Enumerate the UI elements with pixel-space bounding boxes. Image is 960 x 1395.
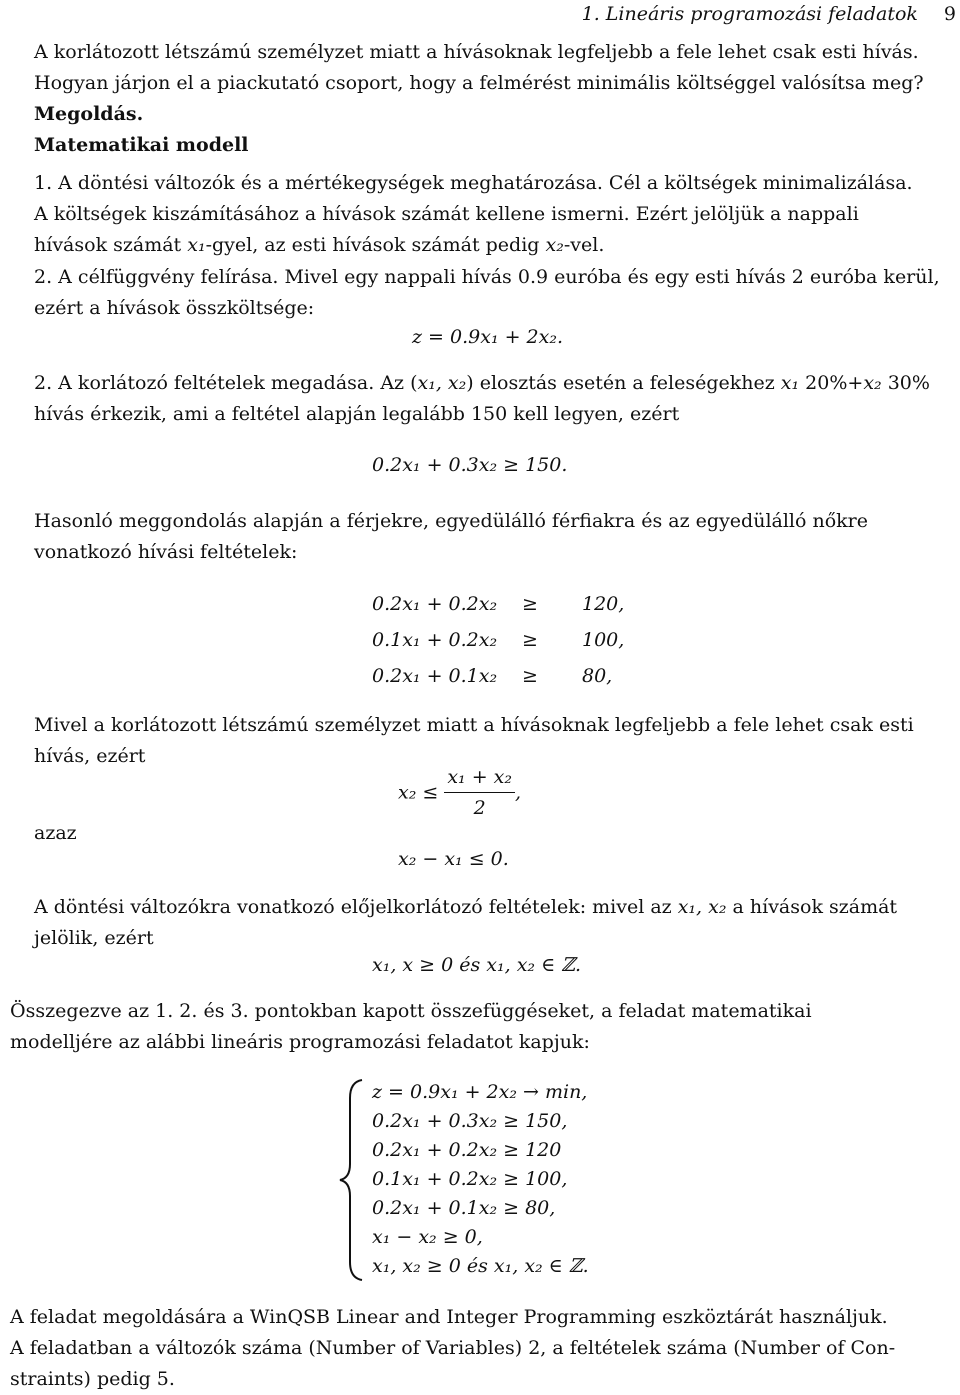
constraint-lhs: 0.2x₁ + 0.2x₂	[372, 593, 498, 615]
wives-constraint: 0.2x₁ + 0.3x₂ ≥ 150.	[372, 454, 568, 476]
step1-line-2: A költségek kiszámításához a hívások számát kellene ismerni. Ezért jelöljük a nappali	[34, 203, 859, 225]
objective-formula: z = 0.9x₁ + 2x₂.	[412, 326, 564, 348]
constraint-rel: ≥	[522, 629, 538, 651]
constraint-rhs: 100,	[582, 629, 625, 651]
constraint-rel: ≥	[522, 665, 538, 687]
page-number: 9	[943, 3, 956, 25]
similar-line-2: vonatkozó hívási feltételek:	[34, 541, 298, 563]
footer-line-3: straints) pedig 5.	[10, 1368, 175, 1390]
limit-line-1: Mivel a korlátozott létszámú személyzet miatt a hívásoknak legfeljebb a fele lehet csak esti	[34, 714, 914, 736]
system-row: 0.2x₁ + 0.1x₂ ≥ 80,	[372, 1197, 556, 1219]
header-title: 1. Lineáris programozási feladatok	[581, 3, 918, 25]
sign-line-2: jelölik, ezért	[34, 927, 154, 949]
solution-heading: Megoldás.	[34, 103, 144, 125]
constraint-lhs: 0.1x₁ + 0.2x₂	[372, 629, 498, 651]
system-row: 0.2x₁ + 0.3x₂ ≥ 150,	[372, 1110, 568, 1132]
step2-line-2: ezért a hívások összköltsége:	[34, 297, 315, 319]
footer-line-2: A feladatban a változók száma (Number of Variables) 2, a feltételek száma (Number of Con-	[10, 1337, 896, 1359]
step1-line-1: 1. A döntési változók és a mértékegységek meghatározása. Cél a költségek minimalizálása.	[34, 172, 913, 194]
step2-paragraph	[34, 262, 958, 324]
similar-line-1: Hasonló meggondolás alapján a férjekre, egyedülálló férfiakra és az egyedülálló nőkre	[34, 510, 868, 532]
step1-paragraph	[34, 168, 958, 261]
constraint-rel: ≥	[522, 593, 538, 615]
footer-paragraph	[10, 1302, 958, 1395]
intro-paragraph	[34, 37, 958, 99]
constraint-rhs: 80,	[582, 665, 613, 687]
constraint-lhs: 0.2x₁ + 0.1x₂	[372, 665, 498, 687]
running-header	[582, 0, 956, 28]
sign-paragraph	[34, 892, 958, 954]
similar-paragraph	[34, 506, 958, 568]
system-row: x₁, x₂ ≥ 0 és x₁, x₂ ∈ ℤ.	[372, 1255, 589, 1277]
intro-line-2: Hogyan járjon el a piackutató csoport, hogy a felmérést minimális költséggel valósítsa meg?	[34, 72, 924, 94]
constraint-table	[372, 586, 624, 694]
azaz-word: azaz	[34, 822, 77, 844]
model-heading: Matematikai modell	[34, 134, 249, 156]
evening-constraint: x₂ − x₁ ≤ 0.	[398, 848, 509, 870]
sign-constraint: x₁, x ≥ 0 és x₁, x₂ ∈ ℤ.	[372, 954, 582, 976]
summary-paragraph	[10, 996, 958, 1058]
step3-line-2: hívás érkezik, ami a feltétel alapján legalább 150 kell legyen, ezért	[34, 403, 680, 425]
system-row: x₁ − x₂ ≥ 0,	[372, 1226, 483, 1248]
step3-line-1: 2. A korlátozó feltételek megadása. Az (x₁, x₂) elosztás esetén a feleségekhez x₁ 20%+x₂ 30%	[34, 372, 930, 394]
system-row: 0.1x₁ + 0.2x₂ ≥ 100,	[372, 1168, 568, 1190]
fraction: $\frac{\text{x₁ + x₂}}{2}$	[444, 764, 515, 823]
limit-line-2: hívás, ezért	[34, 745, 146, 767]
step2-line-1: 2. A célfüggvény felírása. Mivel egy nappali hívás 0.9 euróba és egy esti hívás 2 euróba kerül,	[34, 266, 940, 288]
constraint-rhs: 120,	[582, 593, 625, 615]
system-row: z = 0.9x₁ + 2x₂ → min,	[372, 1081, 588, 1103]
limit-paragraph	[34, 710, 958, 772]
system-row: 0.2x₁ + 0.2x₂ ≥ 120	[372, 1139, 562, 1161]
step3-paragraph	[34, 368, 958, 430]
intro-line-1: A korlátozott létszámú személyzet miatt a hívásoknak legfeljebb a fele lehet csak esti hívás.	[34, 41, 919, 63]
sign-line-1: A döntési változókra vonatkozó előjelkorlátozó feltételek: mivel az x₁, x₂ a hívások számát	[34, 896, 898, 918]
left-brace-icon	[336, 1078, 366, 1282]
half-calls-inequality: x₂ ≤ $\frac{\text{x₁ + x₂}}{2}$ ,	[398, 764, 521, 823]
summary-line-2: modelljére az alábbi lineáris programozási feladatot kapjuk:	[10, 1031, 590, 1053]
footer-line-1: A feladat megoldására a WinQSB Linear and Integer Programming eszköztárát használjuk.	[10, 1306, 888, 1328]
summary-line-1: Összegezve az 1. 2. és 3. pontokban kapott összefüggéseket, a feladat matematikai	[10, 1000, 812, 1022]
step1-line-3: hívások számát x₁-gyel, az esti hívások számát pedig x₂-vel.	[34, 234, 605, 256]
lp-system	[372, 1078, 589, 1281]
